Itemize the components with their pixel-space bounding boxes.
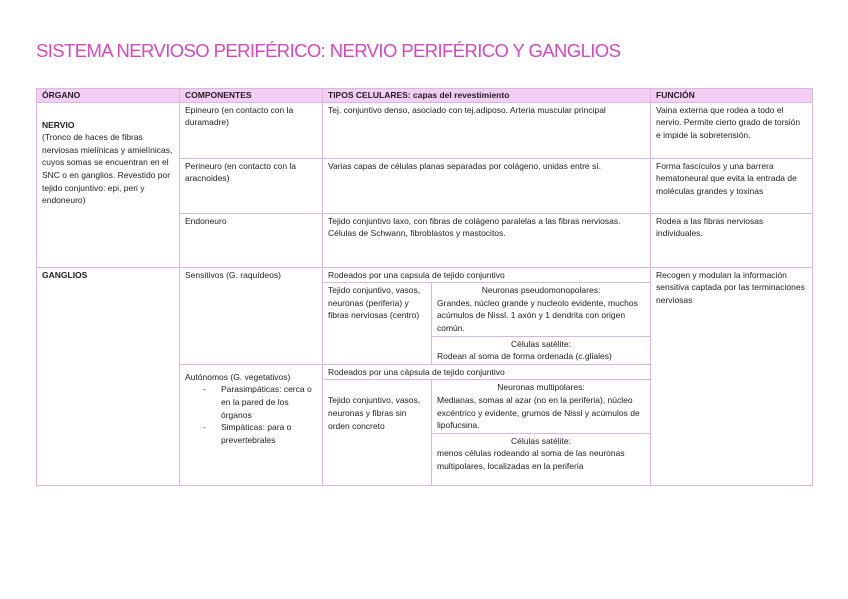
header-organ: ÓRGANO (37, 89, 180, 103)
organ-nerve-name: NERVIO (42, 119, 75, 130)
function-endoneuro: Rodea a las fibras nerviosas individuales. (651, 213, 813, 267)
endoneuro-tissue: Tejido conjuntivo laxo, con fibras de colágeno paralelas a las fibras nerviosas. (328, 215, 621, 226)
cell-types-endoneuro (323, 213, 651, 267)
header-components: COMPONENTES (180, 89, 323, 103)
cell-types-perineuro: Varias capas de células planas separadas por colágeno, unidas entre sí. (323, 158, 651, 213)
component-sensory: Sensitivos (G. raquídeos) (180, 267, 323, 364)
sensory-tissue: Tejido conjuntivo, vasos, neuronas (periferia) y fibras nerviosas (centro) (323, 283, 432, 365)
sensory-neurons-text: Grandes, núcleo grande y nucleolo evidente, muchos acúmulos de Nissl. 1 axón y 1 dendrita con origen común. (437, 297, 638, 333)
organ-nerve-cell (37, 102, 180, 267)
endoneuro-cells: Células de Schwann, fibroblastos y mastocitos. (328, 228, 506, 239)
autonomic-sympathetic: - Simpáticas: para o prevertebrales (203, 421, 317, 446)
autonomic-satellite-title: Células satélite: (511, 435, 572, 446)
function-epineuro: Vaina externa que rodea a todo el nervio. Permite cierto grado de torsión e impide la sobretensión. (651, 102, 813, 158)
sensory-capsule: Rodeados por una capsula de tejido conjuntivo (323, 267, 651, 283)
autonomic-neurons-text: Medianas, somas al azar (no en la periferia), núcleo excéntrico y evidente, grumos de Nissl y acúmulos de lipofucsina. (437, 394, 640, 431)
cell-types-epineuro: Tej. conjuntivo denso, asociado con tej.adiposo. Arteria muscular principal (323, 102, 651, 158)
function-perineuro: Forma fascículos y una barrera hematoneural que evita la entrada de moléculas grandes y toxinas (651, 158, 813, 213)
table-row (37, 102, 813, 158)
autonomic-parasympathetic: - Parasimpáticas: cerca o en la pared de los órganos (203, 383, 317, 421)
sensory-satellite-cell (432, 336, 651, 364)
autonomic-title: Autónomos (G. vegetativos) (185, 371, 291, 382)
sensory-neurons-cell (432, 283, 651, 336)
header-function: FUNCIÓN (651, 89, 813, 103)
organ-ganglia-name: GANGLIOS (37, 267, 180, 485)
header-row (37, 89, 813, 103)
component-perineuro: Perineuro (en contacto con la aracnoides) (180, 158, 323, 213)
component-epineuro: Epineuro (en contacto con la duramadre) (180, 102, 323, 158)
autonomic-neurons-title: Neuronas multipolares: (497, 382, 585, 393)
organ-nerve-description: (Tronco de haces de fibras nerviosas mielínicas y amielínicas, cuyos somas se encuentran en el SNC o en ganglios. Revestido por tejido conjuntivo: epi, peri y endoneuro) (42, 132, 173, 206)
function-ganglia: Recogen y modulan la información sensitiva captada por las terminaciones nerviosas (651, 267, 813, 485)
header-cell-types: TIPOS CELULARES: capas del revestimiento (323, 89, 651, 103)
autonomic-sublist (185, 383, 317, 446)
component-endoneuro: Endoneuro (180, 213, 323, 267)
autonomic-satellite-text: menos células rodeando al soma de las neuronas multipolares, localizadas en la periferia (437, 448, 625, 471)
sensory-satellite-text: Rodean al soma de forma ordenada (c.gliales) (437, 351, 612, 362)
component-autonomic (180, 364, 323, 485)
autonomic-capsule: Rodeados por una cápsula de tejido conjuntivo (323, 364, 651, 380)
histology-table (36, 88, 813, 486)
autonomic-tissue: Tejido conjuntivo, vasos, neuronas y fibras sin orden concreto (323, 380, 432, 485)
table-row (37, 267, 813, 283)
autonomic-neurons-cell (432, 380, 651, 433)
sensory-satellite-title: Células satélite: (511, 338, 572, 349)
sensory-neurons-title: Neuronas pseudomonopolares: (481, 285, 601, 296)
autonomic-satellite-cell (432, 433, 651, 485)
page-title: SISTEMA NERVIOSO PERIFÉRICO: NERVIO PERIFÉRICO Y GANGLIOS (36, 40, 621, 61)
